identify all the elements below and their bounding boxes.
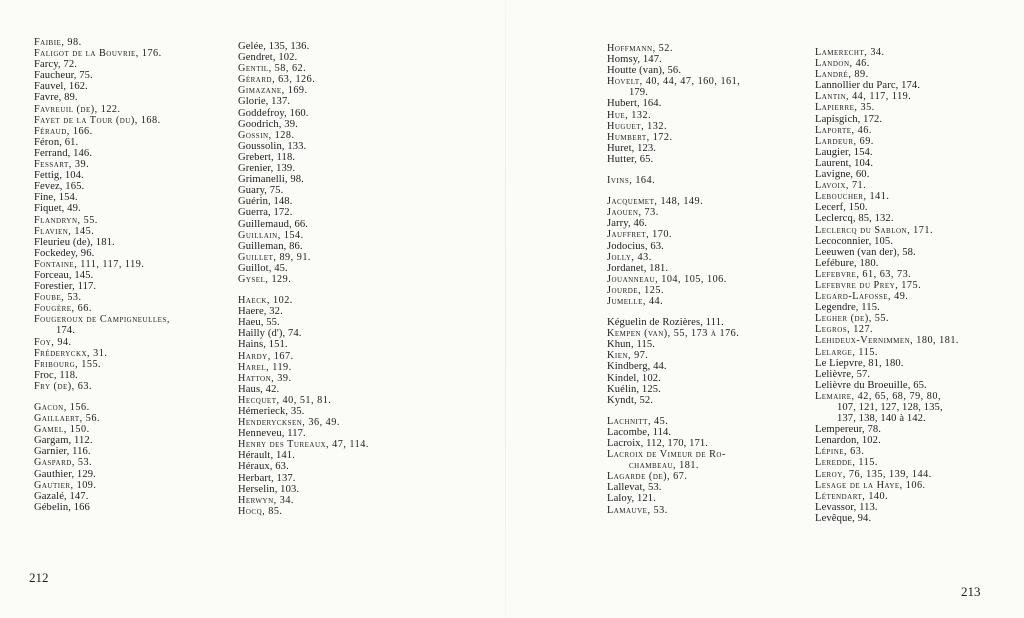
index-entry: Flandryn, 55. <box>34 214 98 226</box>
index-entry: Hémerieck, 35. <box>238 406 305 417</box>
index-entry: Leroy, 76, 135, 139, 144. <box>815 468 932 480</box>
index-entry: Jolly, 43. <box>607 251 652 263</box>
index-entry: chambeau, 181. <box>629 460 699 472</box>
index-entry: Jaouen, 73. <box>607 207 659 219</box>
index-entry: Hocq, 85. <box>238 505 283 517</box>
index-entry: Favre, 89. <box>34 92 78 104</box>
index-entry: Laurent, 104. <box>815 157 874 169</box>
index-entry: Gaillaert, 56. <box>34 413 100 425</box>
index-entry: Lamauve, 53. <box>607 504 668 516</box>
index-entry: Hecquet, 40, 51, 81. <box>238 394 332 406</box>
index-entry: Henderycksen, 36, 49. <box>238 417 340 429</box>
index-entry: Legendre, 115. <box>815 302 880 314</box>
index-entry: Gauthier, 129. <box>34 468 96 480</box>
index-entry: Lagarde (de), 67. <box>607 471 688 483</box>
index-entry: Henneveu, 117. <box>238 428 306 440</box>
index-entry: Lardeur, 69. <box>815 135 874 147</box>
index-entry: Lefebvre du Prey, 175. <box>815 279 922 291</box>
index-entry: Fauvel, 162. <box>34 81 88 93</box>
index-entry: Gébelin, 166 <box>34 501 90 513</box>
index-entry: Hubert, 164. <box>607 98 662 110</box>
index-entry: Lallevat, 53. <box>607 482 662 494</box>
index-entry: Hovelt, 40, 44, 47, 160, 161, <box>607 76 741 88</box>
index-entry: Féron, 61. <box>34 136 79 148</box>
index-entry: Kien, 97. <box>607 350 649 362</box>
index-entry: Lantin, 44, 117, 119. <box>815 91 912 103</box>
index-entry: Jumelle, 44. <box>607 295 664 307</box>
index-entry: Levêque, 94. <box>815 512 872 524</box>
index-entry: Herbart, 137. <box>238 472 296 484</box>
index-entry: Létendart, 140. <box>815 490 889 502</box>
index-entry: Huret, 123. <box>607 142 657 154</box>
index-entry: Lesage de la Haye, 106. <box>815 479 926 491</box>
index-entry: Lachnitt, 45. <box>607 415 669 427</box>
index-entry: Leredde, 115. <box>815 457 878 469</box>
index-entry: Fougeroux de Campigneulles, <box>34 314 170 326</box>
index-entry: Jacquemet, 148, 149. <box>607 196 704 208</box>
index-entry: Guillet, 89, 91. <box>238 251 311 263</box>
left-page-column-2 <box>238 41 453 517</box>
index-entry: Gysel, 129. <box>238 273 292 285</box>
index-entry: 179. <box>629 87 648 99</box>
index-entry: Guillemaud, 66. <box>238 218 309 230</box>
index-entry: Fevez, 165. <box>34 181 85 193</box>
index-entry: Kyndt, 52. <box>607 394 654 406</box>
index-entry: Fessart, 39. <box>34 159 90 171</box>
index-entry: Flavien, 145. <box>34 225 95 237</box>
index-entry: Laporte, 46. <box>815 124 872 136</box>
index-entry: Forceau, 145. <box>34 269 94 281</box>
index-entry: Legher (de), 55. <box>815 313 890 325</box>
index-entry: Herwyn, 34. <box>238 494 294 506</box>
index-entry: Laloy, 121. <box>607 493 656 505</box>
right-page-column-2 <box>815 47 1015 524</box>
index-entry: Lefébure, 180. <box>815 257 879 269</box>
index-entry: Guillain, 154. <box>238 229 304 241</box>
index-entry: Kéguelin de Rozières, 111. <box>607 317 724 329</box>
index-entry: Lefebvre, 61, 63, 73. <box>815 268 912 280</box>
index-entry: Gelée, 135, 136. <box>238 41 310 52</box>
index-entry: Haere, 32. <box>238 306 283 318</box>
index-entry: Hardy, 167. <box>238 350 294 362</box>
index-entry: Gargam, 112. <box>34 435 93 447</box>
index-entry: Hue, 132. <box>607 109 652 121</box>
index-entry: Fontaine, 111, 117, 119. <box>34 258 145 270</box>
index-entry: Jodocius, 63. <box>607 240 664 252</box>
index-entry: Harel, 119. <box>238 361 292 373</box>
index-entry: Huguet, 132. <box>607 120 667 132</box>
index-entry: Farcy, 72. <box>34 59 77 71</box>
index-entry: Legros, 127. <box>815 324 874 336</box>
index-entry: Jourde, 125. <box>607 284 664 296</box>
index-entry: Gérard, 63, 126. <box>238 74 316 86</box>
index-entry: Legard-Lafosse, 49. <box>815 291 909 303</box>
index-entry: 137, 138, 140 à 142. <box>837 413 926 425</box>
index-entry: Gossin, 128. <box>238 129 295 141</box>
index-entry: Gacon, 156. <box>34 402 90 413</box>
index-entry: Gentil, 58, 62. <box>238 63 307 75</box>
index-entry: Leeuwen (van der), 58. <box>815 246 916 258</box>
index-entry: Haeu, 55. <box>238 317 280 329</box>
index-entry: Jouanneau, 104, 105, 106. <box>607 273 727 285</box>
index-entry: Grebert, 118. <box>238 151 296 163</box>
index-entry: Guillot, 45. <box>238 262 288 274</box>
index-entry: Guilleman, 86. <box>238 240 303 252</box>
index-entry: Fleurieu (de), 181. <box>34 236 115 248</box>
index-entry: Faligot de la Bouvrie, 176. <box>34 48 162 60</box>
index-entry: Lacroix de Vimeur de Ro- <box>607 449 726 461</box>
index-entry: Lelarge, 115. <box>815 346 878 358</box>
right-page-column-1 <box>607 43 812 516</box>
index-entry: Houtte (van), 56. <box>607 65 682 77</box>
index-entry: Levassor, 113. <box>815 501 878 513</box>
index-entry: Lavigne, 60. <box>815 169 870 181</box>
index-entry: Homsy, 147. <box>607 54 662 66</box>
index-entry: Lehideux-Vernimmen, 180, 181. <box>815 335 959 347</box>
index-entry: Lenardon, 102. <box>815 435 881 447</box>
index-entry: Forestier, 117. <box>34 281 97 293</box>
index-entry: Guerra, 172. <box>238 207 293 219</box>
index-entry: Goddefroy, 160. <box>238 107 309 119</box>
index-entry: Hatton, 39. <box>238 372 292 384</box>
index-entry: Fribourg, 155. <box>34 358 102 370</box>
index-entry: Lépine, 63. <box>815 446 865 458</box>
index-entry: Leclercq, 85, 132. <box>815 213 894 225</box>
index-entry: Faucheur, 75. <box>34 70 93 82</box>
index-entry: Grenier, 139. <box>238 163 296 175</box>
index-entry: Hoffmann, 52. <box>607 43 673 54</box>
index-entry: Kempen (van), 55, 173 à 176. <box>607 328 740 340</box>
index-entry: Hains, 151. <box>238 339 288 351</box>
index-entry: Favreuil (de), 122. <box>34 103 121 115</box>
index-entry: Humbert, 172. <box>607 131 673 143</box>
index-entry: Le Liepvre, 81, 180. <box>815 357 904 369</box>
index-entry: Héraux, 63. <box>238 461 289 473</box>
index-entry: Féraud, 166. <box>34 125 93 137</box>
index-entry: Foy, 94. <box>34 336 72 348</box>
index-entry: Fréderyckx, 31. <box>34 347 108 359</box>
index-entry: Guérin, 148. <box>238 196 293 208</box>
index-entry: Lelièvre, 57. <box>815 368 871 380</box>
index-entry: Lapisgich, 172. <box>815 113 883 125</box>
index-entry: Fry (de), 63. <box>34 380 92 392</box>
index-entry: Lelièvre du Broeuille, 65. <box>815 379 927 391</box>
index-entry: Jauffret, 170. <box>607 229 673 241</box>
left-page-column-1 <box>34 37 234 513</box>
index-entry: Fockedey, 96. <box>34 247 95 259</box>
index-entry: 174. <box>56 325 75 337</box>
index-entry: Lemaire, 42, 65, 68, 79, 80, <box>815 390 942 402</box>
index-entry: Goodrich, 39. <box>238 118 298 130</box>
index-entry: Lavoix, 71. <box>815 180 867 192</box>
index-entry: Hutter, 65. <box>607 153 654 165</box>
index-entry: Hérault, 141. <box>238 450 295 462</box>
index-entry: Haus, 42. <box>238 383 280 395</box>
index-entry: Lecoconnier, 105. <box>815 235 894 247</box>
index-entry: Lecerf, 150. <box>815 202 868 214</box>
index-entry: Khun, 115. <box>607 339 655 351</box>
index-entry: Lacombe, 114. <box>607 426 672 438</box>
index-entry: Hailly (d'), 74. <box>238 328 302 340</box>
index-entry: Laugier, 154. <box>815 146 873 158</box>
index-entry: Henry des Tureaux, 47, 114. <box>238 439 369 451</box>
book-gutter <box>505 0 506 618</box>
index-entry: Lannollier du Parc, 174. <box>815 80 921 92</box>
index-entry: 107, 121, 127, 128, 135, <box>837 402 943 413</box>
index-entry: Foube, 53. <box>34 292 82 304</box>
index-entry: Glorie, 137. <box>238 96 291 108</box>
right-page-number: 213 <box>961 584 981 599</box>
index-entry: Lapierre, 35. <box>815 102 875 114</box>
index-entry: Faibie, 98. <box>34 37 82 48</box>
index-entry: Grimanelli, 98. <box>238 174 304 186</box>
index-entry: Herselin, 103. <box>238 483 300 495</box>
index-entry: Froc, 118. <box>34 369 78 381</box>
index-entry: Lamerecht, 34. <box>815 47 885 58</box>
index-entry: Landré, 89. <box>815 69 869 81</box>
index-entry: Guary, 75. <box>238 185 284 197</box>
index-entry: Fettig, 104. <box>34 170 84 182</box>
index-entry: Kindberg, 44. <box>607 361 667 373</box>
index-entry: Gaspard, 53. <box>34 457 93 469</box>
index-entry: Gamel, 150. <box>34 424 90 436</box>
index-entry: Fougère, 66. <box>34 303 92 315</box>
index-entry: Lacroix, 112, 170, 171. <box>607 438 709 449</box>
index-entry: Fayet de la Tour (du), 168. <box>34 114 161 126</box>
index-entry: Gautier, 109. <box>34 479 97 491</box>
index-entry: Gimazane, 169. <box>238 85 308 97</box>
index-entry: Fiquet, 49. <box>34 203 81 215</box>
index-entry: Fine, 154. <box>34 192 78 204</box>
index-entry: Jarry, 46. <box>607 218 648 230</box>
index-entry: Garnier, 116. <box>34 446 91 458</box>
index-entry: Kindel, 102. <box>607 372 661 384</box>
index-entry: Gazalé, 147. <box>34 490 89 502</box>
left-page-number: 212 <box>29 570 49 585</box>
index-entry: Haeck, 102. <box>238 295 293 307</box>
index-entry: Leclercq du Sablon, 171. <box>815 224 934 236</box>
index-entry: Goussolin, 133. <box>238 140 307 152</box>
index-entry: Gendret, 102. <box>238 52 298 64</box>
index-entry: Jordanet, 181. <box>607 262 669 274</box>
index-entry: Ferrand, 146. <box>34 147 93 159</box>
index-entry: Leboucher, 141. <box>815 191 890 203</box>
index-entry: Ivins, 164. <box>607 175 656 187</box>
index-entry: Lempereur, 78. <box>815 424 881 436</box>
index-entry: Landon, 46. <box>815 58 870 70</box>
index-entry: Kuélin, 125. <box>607 383 661 395</box>
